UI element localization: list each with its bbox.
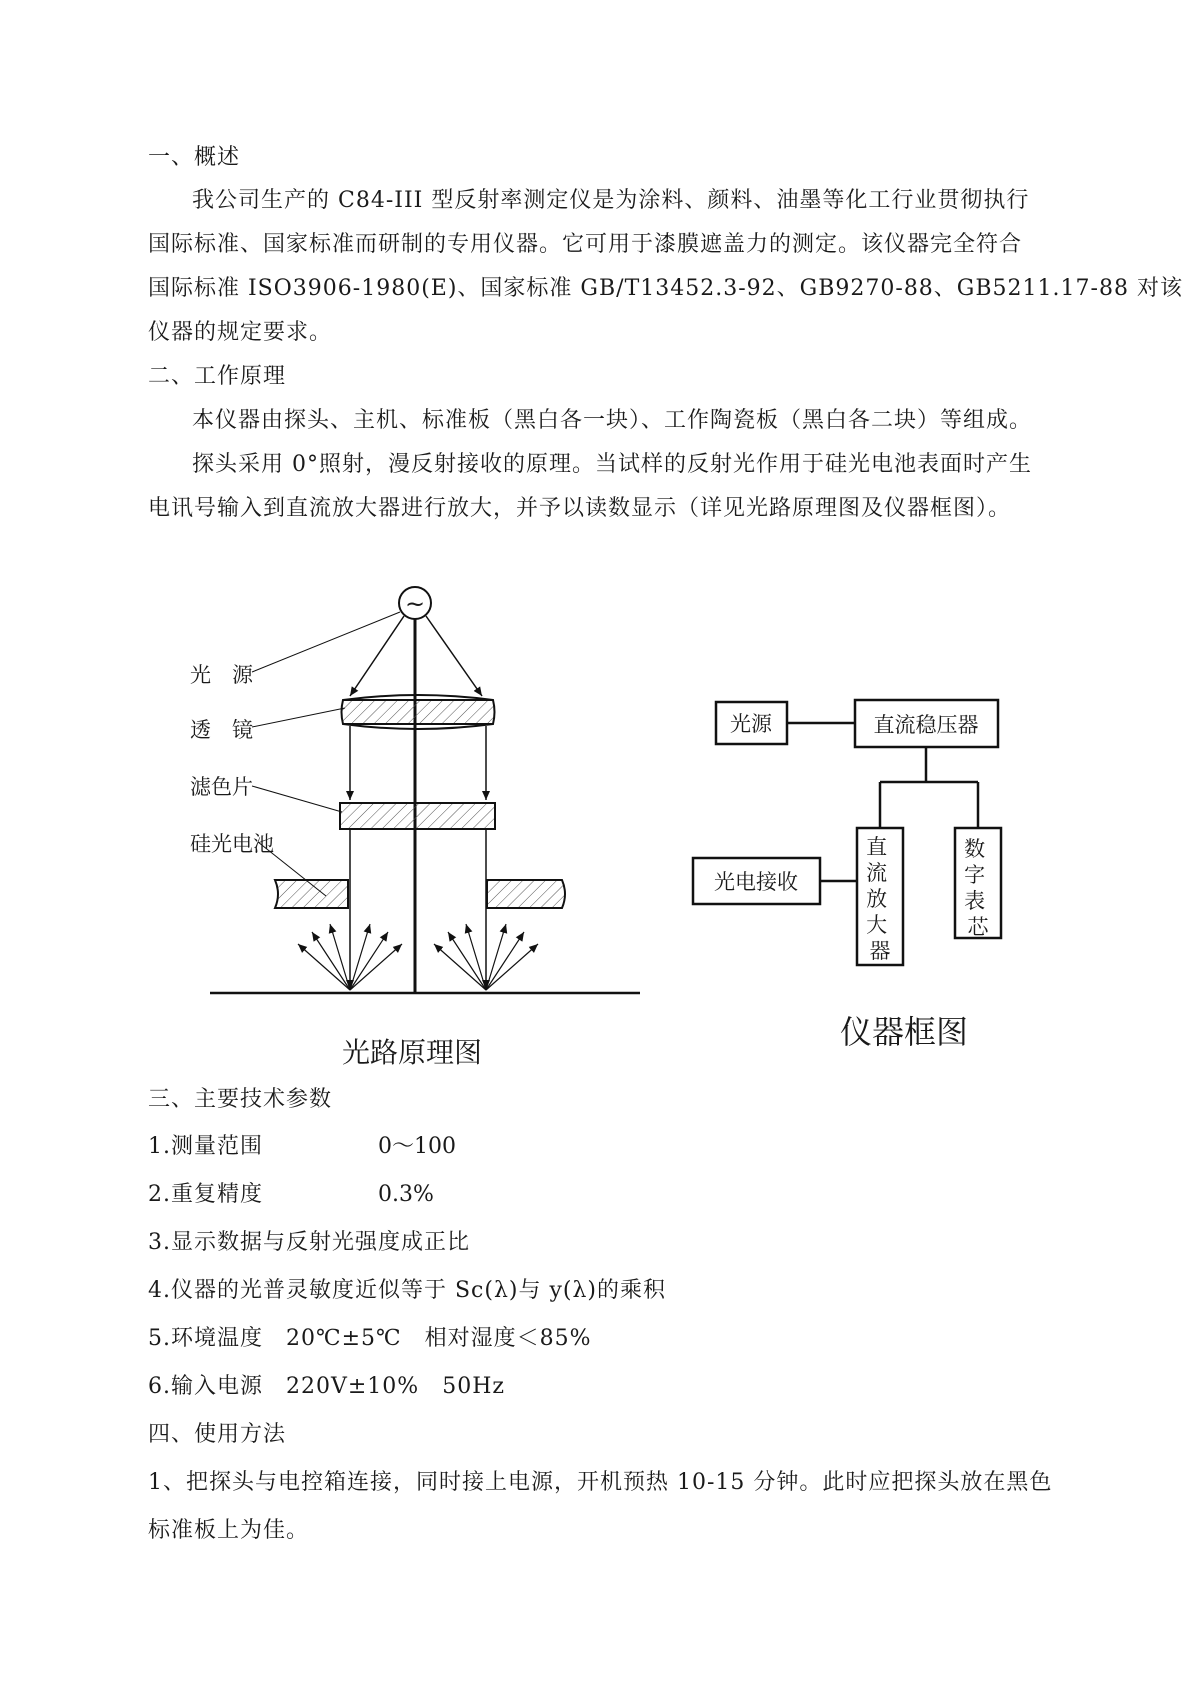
section1-para-line: 我公司生产的 C84-III 型反射率测定仪是为涂料、颜料、油墨等化工行业贯彻执行 [192,188,1030,213]
section2-para2-line: 探头采用 0°照射，漫反射接收的原理。当试样的反射光作用于硅光电池表面时产生 [192,452,1032,477]
section1-para-line: 国际标准、国家标准而研制的专用仪器。它可用于漆膜遮盖力的测定。该仪器完全符合 [148,232,1023,257]
param-value: 0.3% [378,1182,434,1207]
photocell-right [487,880,565,908]
block-diagram-caption: 仪器框图 [839,1013,969,1051]
optical-diagram-caption: 光路原理图 [341,1036,483,1069]
optical-path-diagram [0,560,680,1080]
leader-light-source [252,612,400,672]
ray-left [350,616,404,696]
param-label: 3.显示数据与反射光强度成正比 [148,1230,470,1255]
section1-heading: 一、概述 [148,145,241,170]
ray-right [426,616,482,696]
section2-para1: 本仪器由探头、主机、标准板（黑白各一块）、工作陶瓷板（黑白各二块）等组成。 [192,408,1033,433]
label-light-source: 光 源 [190,663,253,687]
connector-regulator-branch [880,747,978,828]
param-label: 6.输入电源 220V±10% 50Hz [148,1374,505,1399]
block-light-source-label: 光源 [730,712,772,736]
section2-para2-line: 电讯号输入到直流放大器进行放大，并予以读数显示（详见光路原理图及仪器框图）。 [148,496,1012,521]
block-amplifier-label: 直 流 放 大 器 [866,835,891,963]
instrument-block-diagram [680,680,1040,1060]
param-label: 1.测量范围 [148,1134,263,1159]
color-filter [340,803,495,829]
section2-heading: 二、工作原理 [148,364,287,389]
param-label: 5.环境温度 20℃±5℃ 相对湿度＜85% [148,1326,592,1351]
leader-lens [252,708,345,727]
section4-step-line: 标准板上为佳。 [148,1518,310,1543]
param-label: 4.仪器的光普灵敏度近似等于 Sc(λ)与 y(λ)的乘积 [148,1278,667,1303]
label-filter: 滤色片 [190,775,253,799]
label-photocell: 硅光电池 [190,832,274,856]
label-lens: 透 镜 [190,718,253,742]
lens [342,700,495,724]
section4-step-line: 1、把探头与电控箱连接，同时接上电源，开机预热 10-15 分钟。此时应把探头放在黑色 [148,1470,1053,1495]
param-label: 2.重复精度 [148,1182,263,1207]
lamp-symbol: ~ [404,590,426,618]
block-regulator-label: 直流稳压器 [873,713,979,737]
param-value: 0～100 [378,1134,456,1159]
section3-heading: 三、主要技术参数 [148,1087,333,1112]
section4-heading: 四、使用方法 [148,1422,287,1447]
block-receiver-label: 光电接收 [714,870,798,894]
leader-filter [252,786,342,812]
section1-para-line: 仪器的规定要求。 [148,320,333,345]
block-display-label: 数 字 表 芯 [964,837,989,939]
section1-para-line: 国际标准 ISO3906-1980(E)、国家标准 GB/T13452.3-92、GB9270-88、GB5211.17-88 对该 [148,276,1183,301]
light-source-lamp [399,587,431,619]
